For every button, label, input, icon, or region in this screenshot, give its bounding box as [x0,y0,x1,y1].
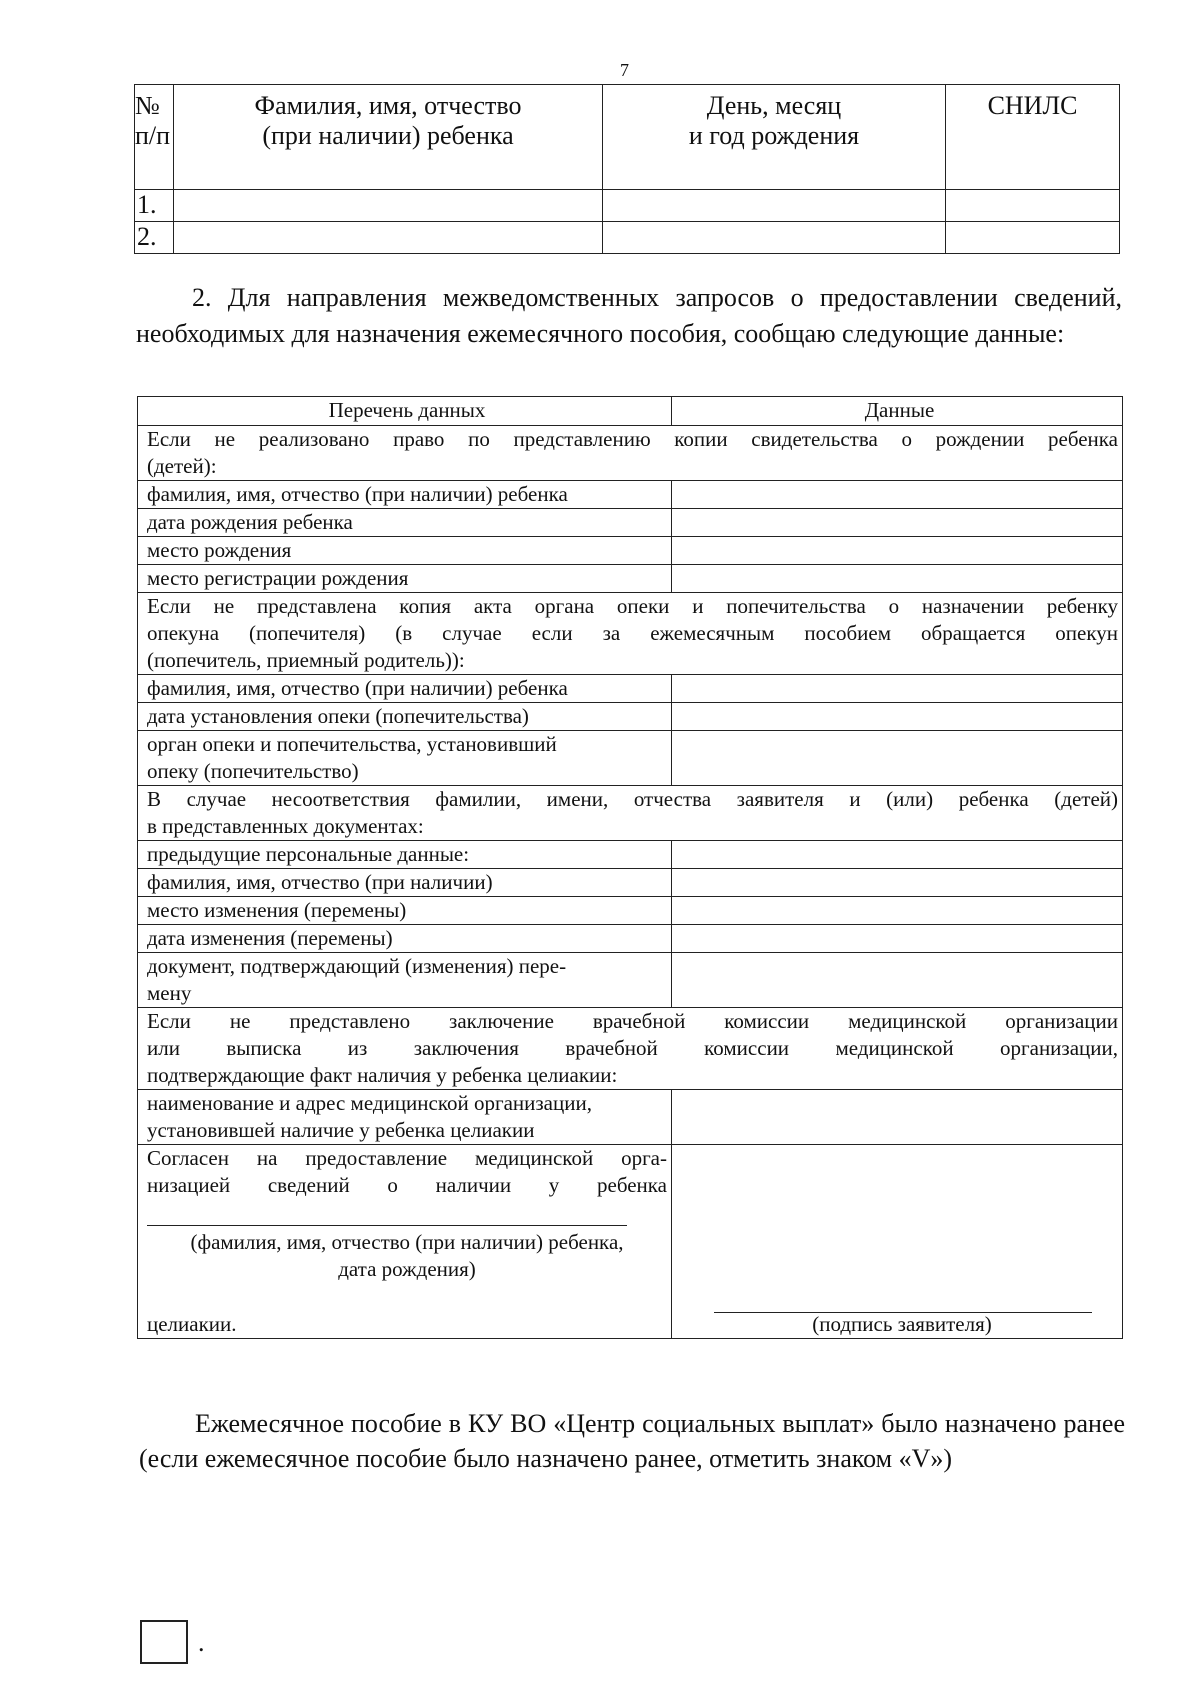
data-cell[interactable] [672,675,1123,703]
data-cell[interactable] [672,953,1123,1008]
paragraph-2-text: 2. Для направления межведомственных запросов о предоставлении сведений, необходимых для назначения ежемесячного пособия, сообщаю следующие данные: [136,283,1122,348]
data-cell[interactable] [672,869,1123,897]
section-heading-line: (детей): [147,454,217,478]
snils-cell[interactable] [946,222,1120,254]
data-cell[interactable] [672,841,1123,869]
row-label: предыдущие персональные данные: [138,841,672,869]
data-table [137,396,1123,1339]
header-fio-line1: Фамилия, имя, отчество [254,91,522,120]
row-label-line: орган опеки и попечительства, установивший [147,732,557,756]
paragraph-2 [136,280,1122,352]
paragraph-3 [139,1406,1125,1476]
section-heading-line: подтверждающие факт наличия у ребенка целиакии: [147,1063,618,1087]
data-cell[interactable] [672,565,1123,593]
section-heading [138,426,1123,481]
header-snils: СНИЛС [946,85,1120,190]
consent-caption [147,1229,667,1283]
section-heading-line: Если не реализовано право по представлению копии свидетельства о рождении ребенка [147,427,1118,451]
data-cell[interactable] [672,537,1123,565]
section-heading [138,1008,1123,1090]
consent-caption-line: дата рождения) [338,1257,476,1281]
row-label [138,1090,672,1145]
paragraph-3-text: Ежемесячное пособие в КУ ВО «Центр социальных выплат» было назначено ранее (если ежемесячное пособие было назначено ранее, отметить знаком «V») [139,1409,1125,1473]
row-label: дата установления опеки (попечительства) [138,703,672,731]
row-number: 2. [135,222,174,254]
table-row [135,190,1120,222]
consent-line: Согласен на предоставление медицинской орга- [147,1146,667,1170]
checkbox-suffix: . [198,1628,205,1657]
row-label: место регистрации рождения [138,565,672,593]
table-row [135,222,1120,254]
row-label-line: опеку (попечительство) [147,759,359,783]
section-heading [138,593,1123,675]
consent-cell [138,1145,672,1339]
row-label: место рождения [138,537,672,565]
section-heading-line: или выписка из заключения врачебной комиссии медицинской организации, [147,1036,1118,1060]
header-fio [174,85,603,190]
section-heading-line: в представленных документах: [147,814,424,838]
header-dob [603,85,946,190]
header-dob-line1: День, месяц [706,91,842,120]
row-label [138,953,672,1008]
data-cell[interactable] [672,509,1123,537]
signature-cell[interactable] [672,1145,1123,1339]
column-header-data: Данные [672,397,1123,426]
column-header-list: Перечень данных [138,397,672,426]
children-table [134,84,1120,254]
section-heading-line: (попечитель, приемный родитель)): [147,648,465,672]
row-label: дата изменения (перемены) [138,925,672,953]
row-label: дата рождения ребенка [138,509,672,537]
row-label [138,731,672,786]
section-heading-line: Если не представлена копия акта органа опеки и попечительства о назначении ребенку [147,594,1118,618]
row-label: место изменения (перемены) [138,897,672,925]
row-label: фамилия, имя, отчество (при наличии) ребенка [138,675,672,703]
row-label-line: документ, подтверждающий (изменения) пере- [147,954,567,978]
section-heading [138,786,1123,841]
data-cell[interactable] [672,703,1123,731]
signature-caption: (подпись заявителя) [812,1312,992,1336]
page-number: 7 [620,60,629,80]
data-cell[interactable] [672,925,1123,953]
row-label: фамилия, имя, отчество (при наличии) ребенка [138,481,672,509]
data-cell[interactable] [672,731,1123,786]
consent-line: низацией сведений о наличии у ребенка [147,1173,667,1197]
fio-cell[interactable] [174,222,603,254]
dob-cell[interactable] [603,222,946,254]
section-heading-line: Если не представлено заключение врачебной комиссии медицинской организации [147,1009,1118,1033]
row-label-line: наименование и адрес медицинской организации, [147,1091,592,1115]
snils-cell[interactable] [946,190,1120,222]
child-name-blank[interactable] [147,1225,627,1226]
dob-cell[interactable] [603,190,946,222]
consent-last-line: целиакии. [147,1312,237,1336]
data-cell[interactable] [672,1090,1123,1145]
row-label-line: установившей наличие у ребенка целиакии [147,1118,535,1142]
consent-caption-line: (фамилия, имя, отчество (при наличии) ребенка, [190,1230,624,1254]
data-cell[interactable] [672,897,1123,925]
header-num: № п/п [135,85,174,190]
previous-benefit-checkbox[interactable] [140,1620,188,1664]
row-label-line: мену [147,981,192,1005]
fio-cell[interactable] [174,190,603,222]
section-heading-line: В случае несоответствия фамилии, имени, отчества заявителя и (или) ребенка (детей) [147,787,1118,811]
row-label: фамилия, имя, отчество (при наличии) [138,869,672,897]
header-dob-line2: и год рождения [688,121,860,150]
row-number: 1. [135,190,174,222]
section-heading-line: опекуна (попечителя) (в случае если за ежемесячным пособием обращается опекун [147,621,1118,645]
header-fio-line2: (при наличии) ребенка [262,121,514,150]
data-cell[interactable] [672,481,1123,509]
